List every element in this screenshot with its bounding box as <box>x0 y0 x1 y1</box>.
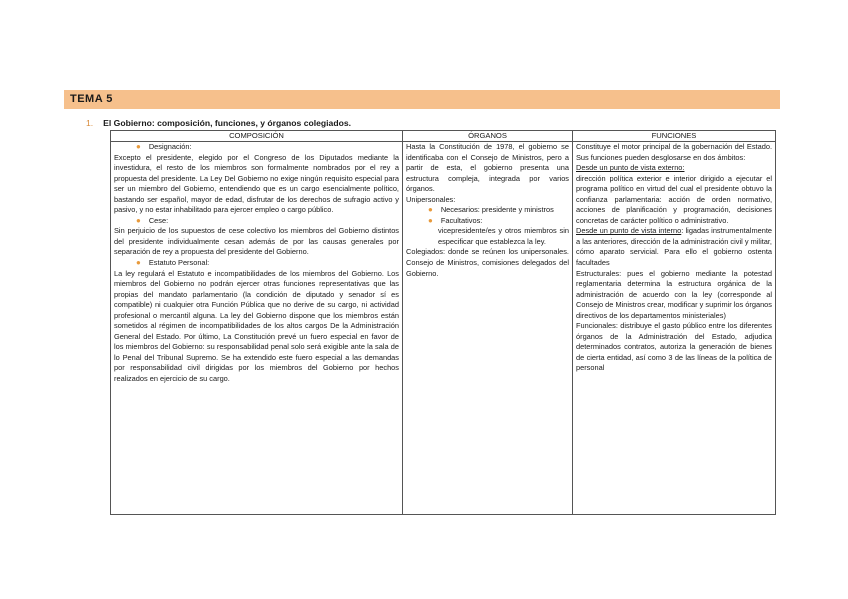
table-header-row <box>111 131 776 142</box>
necesarios-bullet <box>406 205 569 216</box>
interno-paragraph <box>576 226 772 268</box>
facultativos-text: vicepresidente/es y otros miembros sin especificar que establezca la ley. <box>438 226 569 246</box>
funciones-cell <box>573 142 776 515</box>
section-banner <box>64 90 780 109</box>
interno-label: Desde un punto de vista interno <box>576 226 682 236</box>
bullet-icon: ● <box>428 205 433 215</box>
estructurales-text: Estructurales: pues el gobierno mediante la potestad reglamentaria determina la estructura orgánica de la administración de acuerdo con la ley (corresponde al Consejo de Ministros crear, modificar y suprimir los órganos directivos de los departamentos ministeriales) <box>576 268 772 320</box>
facultativos-bullet <box>406 216 569 227</box>
unipersonales-label: Unipersonales: <box>406 194 456 204</box>
header-funciones: FUNCIONES <box>573 131 776 142</box>
estatuto-label: Estatuto Personal: <box>148 258 210 268</box>
colegiados-text: Colegiados: donde se reúnen los unipersonales. Consejo de Ministros, comisiones delegados del Gobierno. <box>406 247 569 278</box>
estatuto-text: La ley regulará el Estatuto e incompatibilidades de los miembros del Gobierno. Los miembros del Gobierno no podrán ejercer otras funciones representativas que las propias del mandato parlamentario (la condición de diputado y senador sí es compatible) ni cualquier otra Función Pública que no derive de su cargo, ni actividad profesional o mercantil alguna. La ley del Gobierno dispone que los miembros están sometidos al régimen de incompatibilidades de los altos cargos De la Administración General del Estado. Por último, La Constitución prevé un fuero especial en favor de los miembros del Gobierno: su responsabilidad penal solo será exigible ante la sala de lo Penal del Tribunal Supremo. Se ha extendido este fuero especial a las demandas por responsabilidad civil dirigidas por los miembros del Gobierno por hechos realizados en ejercicio de su cargo. <box>114 268 399 384</box>
section-title: TEMA 5 <box>70 93 113 105</box>
list-heading: El Gobierno: composición, funciones, y órganos colegiados. <box>103 118 351 128</box>
estatuto-bullet <box>114 258 399 269</box>
externo-text: dirección política exterior e interior dirigido a ejecutar el programa político en virtud del cual el presidente obtuvo la confianza parlamentaria: acción de orden normativo, acciones de planificación y programación, decisiones concretas de carácter político o administrativo. <box>576 173 772 225</box>
bullet-icon: ● <box>136 142 141 151</box>
bullet-icon: ● <box>136 215 141 225</box>
necesarios-text: Necesarios: presidente y ministros <box>440 205 554 215</box>
funcionales-text: Funcionales: distribuye el gasto público entre los diferentes órganos de la Administración del Estado, adjudica determinados contratos, autoriza la generación de bienes de cierta entidad, así como 3 de las líneas de la política de personal <box>576 321 772 373</box>
facultativos-label: Facultativos: <box>440 215 483 225</box>
externo-heading <box>576 163 772 174</box>
composicion-cell <box>111 142 403 515</box>
organos-cell <box>403 142 573 515</box>
externo-label: Desde un punto de vista externo: <box>576 163 685 173</box>
bullet-icon: ● <box>428 215 433 225</box>
designacion-label: Designación: <box>148 142 192 151</box>
bullet-icon: ● <box>136 258 141 268</box>
content-table <box>110 130 776 515</box>
list-item <box>86 118 351 128</box>
designacion-bullet <box>114 142 399 153</box>
cese-bullet <box>114 216 399 227</box>
cese-text: Sin perjuicio de los supuestos de cese colectivo los miembros del Gobierno distintos del presidente individualmente cesan además de por las causas generales por separación de rey a propuesta del presidente del Gobierno. <box>114 226 399 257</box>
designacion-text: Excepto el presidente, elegido por el Congreso de los Diputados mediante la investidura, el resto de los miembros son formalmente nombrados por el rey a propuesta del presidente. La Ley Del Gobierno no exige ningún requisito especial para ser un miembro del Gobierno, entendiendo que es un cargo esencialmente político, bastando ser español, mayor de edad, disfrutar de los derechos de sufragio activo y pasivo, y no estar inhabilitado para ejercer empleo o cargo público. <box>114 152 399 215</box>
list-number: 1. <box>86 118 94 128</box>
interno-text: : ligadas instrumentalmente a las anteriores, dirección de la administración civil y militar, cómo aparato servicial. Para ello el gobierno ostenta facultades <box>576 226 772 268</box>
cese-label: Cese: <box>148 215 169 225</box>
header-composicion: COMPOSICIÓN <box>111 131 403 142</box>
funciones-intro: Constituye el motor principal de la gobernación del Estado. Sus funciones pueden desglosarse en dos ámbitos: <box>576 142 772 162</box>
organos-intro: Hasta la Constitución de 1978, el gobierno se identificaba con el Consejo de Ministros, pero a partir de esta, el gobierno presenta una estructura compleja, integrada por varios órganos. <box>406 142 569 194</box>
header-organos: ÓRGANOS <box>403 131 573 142</box>
table-row <box>111 142 776 515</box>
